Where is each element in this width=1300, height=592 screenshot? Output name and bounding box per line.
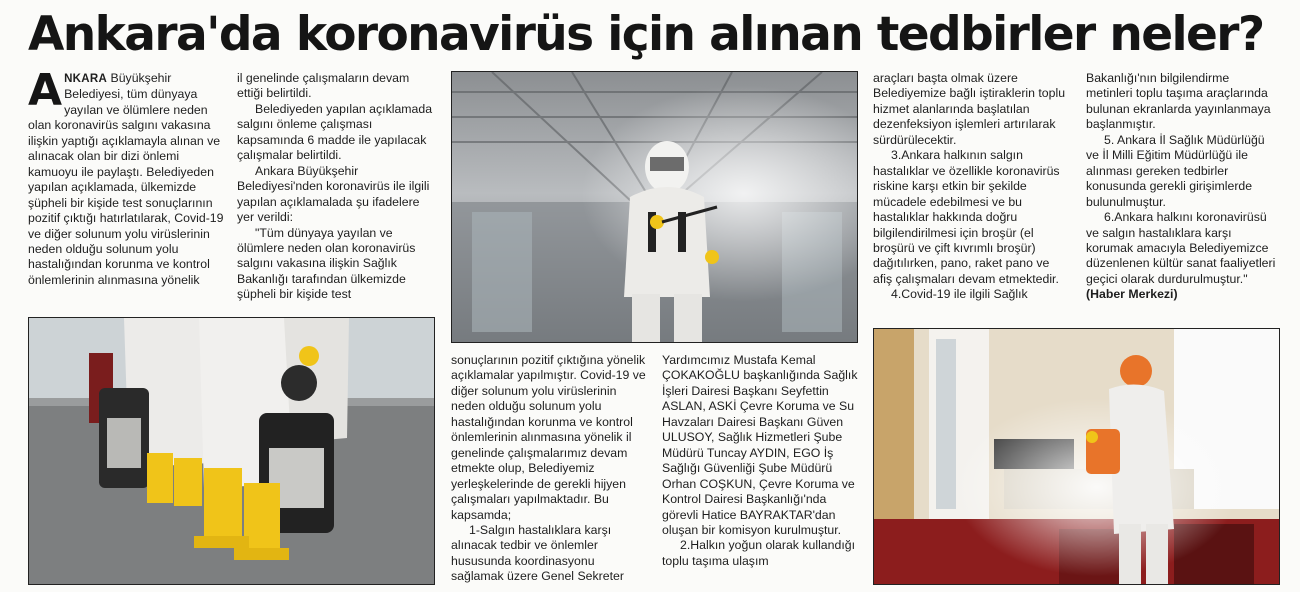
col2-paragraph-1: il genelinde çalışmaların devam ettiği belirtildi. <box>237 71 410 101</box>
article-column-1 <box>28 71 224 309</box>
col1-text: Büyükşehir Belediyesi, tüm dünyaya yayılan ve ölümlere neden olan koronavirüs salgını vakasına ilişkin yaptığı açıklamayla alınan ve alınacak olan bir dizi önlemi kamuoyu ile paylaştı. Belediyeden yapılan açıklamada, ülkemizde şüpheli bir kişide test sonuçlarının pozitif çıktığı hatırlatılarak, Covid-19 ve diğer solunum yolu virüslerinin neden olduğu solunum yolu hastalığından korunma ve kontrol önlemlerinin alınmasına yönelik <box>28 71 224 287</box>
drop-cap: A <box>28 71 63 116</box>
article-column-4 <box>662 353 858 585</box>
col5-paragraph-3: 4.Covid-19 ile ilgili Sağlık <box>891 287 1028 302</box>
photo-sprayer-image <box>29 318 434 584</box>
col6-paragraph-3-text: 6.Ankara halkını koronavirüsü ve salgın hastalıklara karşı korumak amacıyla Belediyemizce düzenlenen kültür sanat faaliyetleri geçici olarak durdurulmuştur." <box>1086 210 1276 286</box>
col2-paragraph-3: Ankara Büyükşehir Belediyesi'nden koronavirüs ile ilgili yapılan açıklamalada şu ifadelere yer verildi: <box>237 163 430 225</box>
col2-paragraph-4: "Tüm dünyaya yayılan ve ölümlere neden olan koronavirüs salgını vakasına ilişkin Sağlık Bakanlığı tarafından ülkemizde şüpheli bir kişide test <box>237 225 416 302</box>
photo-corridor-image <box>452 72 857 342</box>
photo-indoor-image <box>874 329 1279 584</box>
col5-paragraph-2: 3.Ankara halkının salgın hastalıklar ve özellikle koronavirüs riskine karşı etkin bir şekilde mücadele edebilmesi ve bu hastalıklar hakkında doğru bilgilendirilmesi için broşür (el broşürü ve çift kıvrımlı broşür) dağıtılırken, pano, raket pano ve afiş çalışmaları devam etmektedir. <box>873 148 1060 286</box>
headline: Ankara'da koronavirüs için alınan tedbirler neler? <box>28 7 1264 62</box>
col6-paragraph-2: 5. Ankara İl Sağlık Müdürlüğü ve İl Milli Eğitim Müdürlüğü ile alınması gereken tedbirler konusunda gerekli girişimlerde bulunulmuştur. <box>1086 132 1265 209</box>
photo-sprayer-workers <box>28 317 435 585</box>
lead-word: NKARA <box>64 73 108 85</box>
article-column-2 <box>237 71 433 309</box>
news-credit: (Haber Merkezi) <box>1086 287 1178 302</box>
photo-corridor-disinfection <box>451 71 858 343</box>
col2-paragraph-2: Belediyeden yapılan açıklamada salgını önleme çalışması kapsamında 6 madde ile yapılacak çalışmalar belirtildi. <box>237 101 433 163</box>
col6-paragraph-3 <box>1086 210 1276 303</box>
col4-paragraph-1: Yardımcımız Mustafa Kemal ÇOKAKOĞLU başkanlığında Sağlık İşleri Dairesi Başkanı Seyfettin ASLAN, ASKİ Çevre Koruma ve Su Havzaları Dairesi Başkanı Güven ULUSOY, Sağlık Hizmetleri Şube Müdürü Tuncay AYDIN, EGO İş Sağlığı Güvenliği Şube Müdürü Orhan COŞKUN, Çevre Koruma ve Kontrol Dairesi Başkanlığı'nda görevli Hatice BAYRAKTAR'dan oluşan bir komisyon kurulmuştur. <box>662 353 858 537</box>
col3-paragraph-2: 1-Salgın hastalıklara karşı alınacak tedbir ve önlemler hususunda koordinasyonu sağlamak üzere Genel Sekreter <box>451 522 624 584</box>
col3-paragraph-1: sonuçlarının pozitif çıktığına yönelik açıklamalar yapılmıştır. Covid-19 ve diğer solunum yolu virüslerinin neden olduğu solunum yolu hastalığından korunma ve kontrol önlemlerinin alınmasına yönelik il genelinde çalışmalarımız devam etmekte olup, Belediyemiz yerleşkelerinde de gerekli hijyen çalışmaları yapılmaktadır. Bu kapsamda; <box>451 353 646 522</box>
col6-paragraph-1: Bakanlığı'nın bilgilendirme metinleri toplu taşıma araçlarında bulunan ekranlarda yayınlanmaya başlanmıştır. <box>1086 71 1271 132</box>
photo-indoor-fogging <box>873 328 1280 585</box>
col5-paragraph-1: araçları başta olmak üzere Belediyemize bağlı iştiraklerin toplu hizmet alanlarında başlatılan dezenfeksiyon işlemleri artırılarak sürdürülecektir. <box>873 71 1066 147</box>
article-column-6 <box>1086 71 1276 321</box>
col4-paragraph-2: 2.Halkın yoğun olarak kullandığı toplu taşıma ulaşım <box>662 538 855 568</box>
article-column-5 <box>873 71 1069 321</box>
article-column-3 <box>451 353 647 585</box>
